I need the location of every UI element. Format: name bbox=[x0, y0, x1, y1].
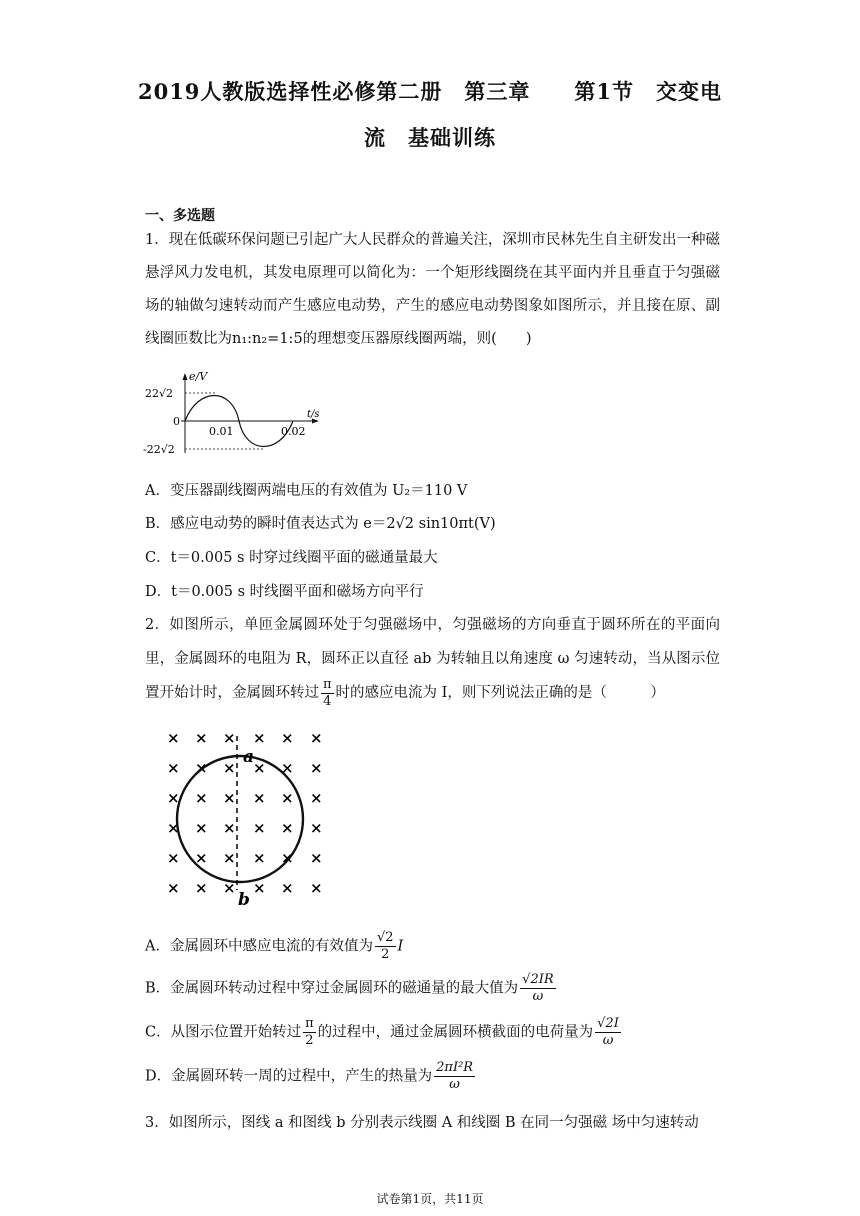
field-cross: × bbox=[281, 729, 294, 747]
x-tick-001: 0.01 bbox=[209, 425, 234, 438]
q1-option-a: A．变压器副线圈两端电压的有效值为 U₂＝110 V bbox=[145, 483, 468, 499]
fraction-numerator: √2IR bbox=[522, 972, 554, 987]
q2-option-d bbox=[145, 1060, 477, 1093]
label-b: b bbox=[238, 890, 250, 910]
field-cross: × bbox=[253, 729, 266, 747]
fraction-denominator: ω bbox=[532, 989, 544, 1004]
fraction bbox=[434, 1060, 475, 1093]
field-cross: × bbox=[167, 729, 180, 747]
option-text: A．金属圆环中感应电流的有效值为 bbox=[145, 938, 373, 955]
field-cross: × bbox=[167, 879, 180, 897]
field-cross: × bbox=[253, 879, 266, 897]
field-cross: × bbox=[195, 819, 208, 837]
y-axis-label: e/V bbox=[189, 370, 208, 383]
field-cross: × bbox=[310, 879, 323, 897]
fraction-numerator: π bbox=[305, 1016, 314, 1031]
fraction-denominator: 4 bbox=[323, 693, 332, 709]
field-cross: × bbox=[223, 879, 236, 897]
field-cross: × bbox=[281, 789, 294, 807]
question-text: 现在低碳环保问题已引起广大人民群众的普遍关注，深圳市民林先生自主研发出一种磁悬浮风力发电机，其发电原理可以简化为：一个矩形线圈绕在其平面内并且垂直于匀强磁场的轴做匀速转动而产生感应电动势，产生的感应电动势图象如图所示，并且接在原、副线圈匝数比为n₁:n₂=1:5的理想变压器原线圈两端，则( ) bbox=[145, 232, 720, 347]
fraction-denominator: ω bbox=[449, 1077, 460, 1092]
field-cross: × bbox=[281, 819, 294, 837]
field-cross: × bbox=[223, 759, 236, 777]
fraction-denominator: 2 bbox=[381, 947, 390, 962]
field-cross: × bbox=[195, 849, 208, 867]
q1-option-d: D．t＝0.005 s 时线圈平面和磁场方向平行 bbox=[145, 584, 424, 600]
q1-option-b: B．感应电动势的瞬时值表达式为 e＝2√2 sin10πt(V) bbox=[145, 516, 496, 532]
field-cross: × bbox=[195, 759, 208, 777]
fraction-denominator: 2 bbox=[305, 1033, 314, 1048]
field-cross: × bbox=[281, 879, 294, 897]
q1-option-c: C．t＝0.005 s 时穿过线圈平面的磁通量最大 bbox=[145, 550, 438, 566]
page-title-line1: 2019人教版选择性必修第二册 第三章 第1节 交变电 bbox=[137, 79, 723, 104]
fraction-numerator: π bbox=[323, 676, 332, 692]
label-a: a bbox=[243, 747, 255, 767]
field-cross: × bbox=[167, 759, 180, 777]
question-1-stem bbox=[145, 224, 720, 356]
field-cross: × bbox=[223, 789, 236, 807]
fraction bbox=[375, 930, 396, 963]
question-number: 2． bbox=[145, 617, 170, 633]
field-cross: × bbox=[310, 729, 323, 747]
option-text: B．金属圆环转动过程中穿过金属圆环的磁通量的最大值为 bbox=[145, 980, 519, 997]
fraction bbox=[303, 1016, 316, 1049]
field-cross: × bbox=[223, 849, 236, 867]
page-title-line2: 流 基础训练 bbox=[364, 125, 496, 150]
fraction-numerator: √2 bbox=[376, 930, 394, 945]
origin-label: 0 bbox=[173, 415, 180, 428]
question-number: 1． bbox=[145, 232, 169, 248]
fraction-numerator: √2I bbox=[597, 1016, 619, 1031]
emf-sine-graph bbox=[143, 367, 333, 457]
field-cross: × bbox=[253, 819, 266, 837]
fraction-numerator: 2πI²R bbox=[436, 1060, 474, 1075]
section-heading: 一、多选题 bbox=[145, 208, 215, 224]
field-cross: × bbox=[167, 819, 180, 837]
fraction-pi-over-4 bbox=[321, 677, 334, 710]
fraction bbox=[595, 1016, 621, 1049]
rotating-ring-field-figure bbox=[160, 724, 340, 910]
ymax-label: 22√2 bbox=[145, 387, 174, 400]
field-cross: × bbox=[253, 759, 266, 777]
ymin-label: -22√2 bbox=[143, 443, 175, 456]
field-cross: × bbox=[253, 789, 266, 807]
question-2-stem bbox=[145, 608, 720, 710]
field-cross: × bbox=[310, 759, 323, 777]
question-3-stem: 3．如图所示，图线 a 和图线 b 分别表示线圈 A 和线圈 B 在同一匀强磁 场中匀速转动 bbox=[145, 1115, 699, 1131]
field-cross: × bbox=[195, 789, 208, 807]
field-cross: × bbox=[253, 849, 266, 867]
fraction-denominator: ω bbox=[602, 1033, 614, 1048]
x-axis-label: t/s bbox=[307, 409, 320, 420]
option-tail: I bbox=[397, 938, 404, 955]
field-cross: × bbox=[223, 819, 236, 837]
field-cross: × bbox=[310, 819, 323, 837]
field-cross: × bbox=[195, 879, 208, 897]
field-cross: × bbox=[167, 789, 180, 807]
question-text-part2: 时的感应电流为 I，则下列说法正确的是（ ） bbox=[335, 685, 665, 701]
field-cross: × bbox=[167, 849, 180, 867]
q2-option-b bbox=[145, 972, 558, 1005]
field-cross: × bbox=[310, 789, 323, 807]
question-text-part1: 如图所示，单匝金属圆环处于匀强磁场中，匀强磁场的方向垂直于圆环所在的平面向里，金属圆环的电阻为 R，圆环正以直径 ab 为转轴且以角速度 ω 匀速转动，当从图示位置开始计时，金属圆环转过 bbox=[145, 617, 721, 701]
field-cross: × bbox=[281, 759, 294, 777]
field-cross: × bbox=[310, 849, 323, 867]
page-footer: 试卷第1页，共11页 bbox=[376, 1192, 484, 1206]
q2-option-a bbox=[145, 930, 403, 963]
x-tick-002: 0.02 bbox=[281, 425, 306, 438]
fraction bbox=[520, 972, 555, 1005]
field-cross: × bbox=[223, 729, 236, 747]
option-text: D．金属圆环转一周的过程中，产生的热量为 bbox=[145, 1068, 433, 1085]
option-text-part2: 的过程中，通过金属圆环横截面的电荷量为 bbox=[317, 1024, 594, 1041]
option-text-part1: C．从图示位置开始转过 bbox=[145, 1024, 302, 1041]
field-cross: × bbox=[281, 849, 294, 867]
field-cross: × bbox=[195, 729, 208, 747]
q2-option-c bbox=[145, 1016, 623, 1049]
